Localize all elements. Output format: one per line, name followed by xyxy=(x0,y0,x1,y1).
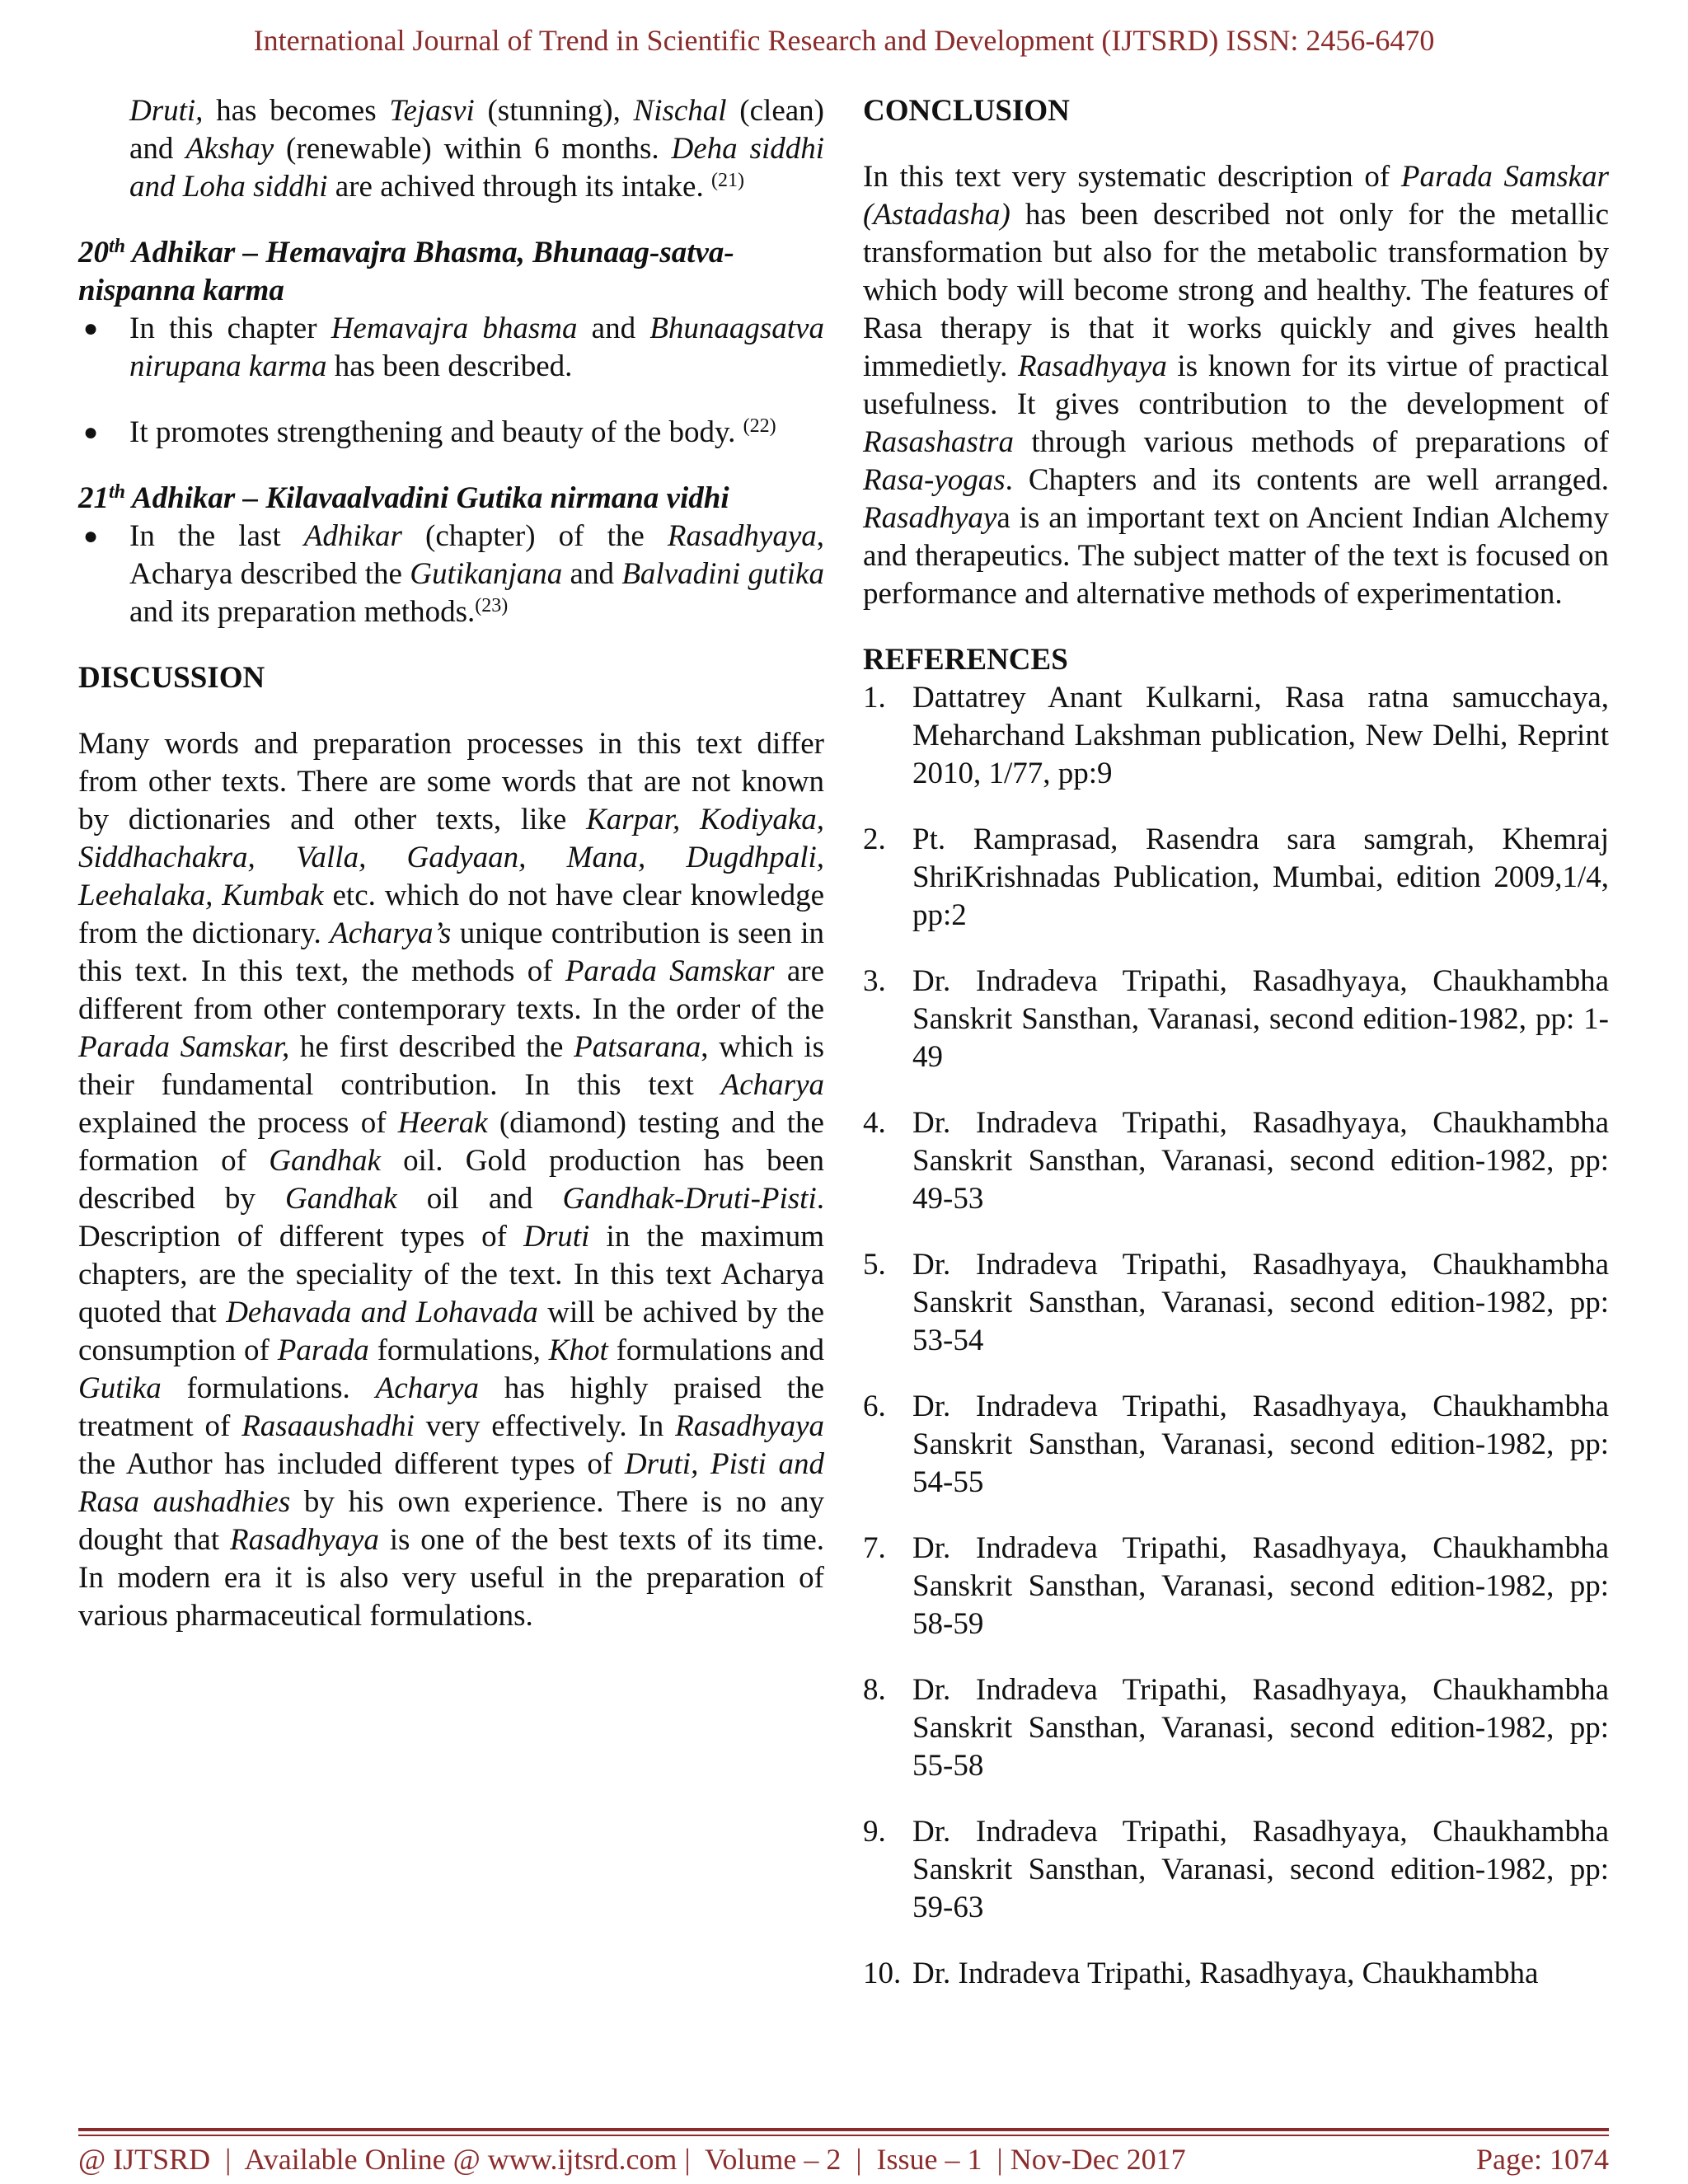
references-heading: REFERENCES xyxy=(863,643,1068,677)
discussion-heading: DISCUSSION xyxy=(78,661,265,695)
citation: (23) xyxy=(475,595,509,616)
journal-header: International Journal of Trend in Scientific Research and Development (IJTSRD) ISSN: 2456-6470 xyxy=(253,24,1435,57)
bullet-icon: ● xyxy=(83,419,99,446)
reference-item: 4. Dr. Indradeva Tripathi, Rasadhyaya, Chaukhambha Sanskrit Sansthan, Varanasi, second edition-1982, pp: 49-53 xyxy=(863,1106,1609,1216)
list-item: ● It promotes strengthening and beauty of the body. $^{(22)}$ xyxy=(78,414,824,452)
conclusion-heading: CONCLUSION xyxy=(863,94,1070,128)
reference-item: 9. Dr. Indradeva Tripathi, Rasadhyaya, Chaukhambha Sanskrit Sansthan, Varanasi, second edition-1982, pp: 59-63 xyxy=(863,1815,1609,1924)
reference-item: 5. Dr. Indradeva Tripathi, Rasadhyaya, Chaukhambha Sanskrit Sansthan, Varanasi, second edition-1982, pp: 53-54 xyxy=(863,1248,1609,1357)
list-item: ● In the last Adhikar (chapter) of the Rasadhyaya, Acharya described the Gutikanjana and Balvadini gutika and its preparation methods.$^{(23)}$ xyxy=(83,519,825,629)
right-column xyxy=(863,92,1609,1993)
page-footer xyxy=(78,2140,1609,2178)
reference-item: 2. Pt. Ramprasad, Rasendra sara samgrah, Khemraj ShriKrishnadas Publication, Mumbai, edition 2009,1/4, pp:2 xyxy=(863,823,1609,932)
list-item: ● In this chapter Hemavajra bhasma and Bhunaagsatva nirupana karma has been described. xyxy=(83,312,824,383)
references-list xyxy=(863,679,1609,1993)
reference-item: 3. Dr. Indradeva Tripathi, Rasadhyaya, Chaukhambha Sanskrit Sansthan, Varanasi, second edition-1982, pp: 1-49 xyxy=(863,964,1609,1074)
reference-item: 10. Dr. Indradeva Tripathi, Rasadhyaya, Chaukhambha xyxy=(863,1957,1539,1990)
reference-item: 8. Dr. Indradeva Tripathi, Rasadhyaya, Chaukhambha Sanskrit Sansthan, Varanasi, second edition-1982, pp: 55-58 xyxy=(863,1673,1609,1783)
reference-item: 7. Dr. Indradeva Tripathi, Rasadhyaya, Chaukhambha Sanskrit Sansthan, Varanasi, second edition-1982, pp: 58-59 xyxy=(863,1531,1609,1641)
section-20-heading: 20th Adhikar – Hemavajra Bhasma, Bhunaag-satva-nispanna karma xyxy=(78,236,734,307)
footer-rule-thin xyxy=(78,2135,1609,2136)
footer-info: @ IJTSRD | Available Online @ www.ijtsrd.com | Volume – 2 | Issue – 1 | Nov-Dec 2017 xyxy=(78,2143,1186,2176)
section-21-list xyxy=(78,518,824,631)
discussion-paragraph: Many words and preparation processes in this text differ from other texts. There are some words that are not known by dictionaries and other texts, like Karpar, Kodiyaka, Siddhachakra, Valla, Gadyaan, Mana, Dugdhpali, Leehalaka, Kumbak etc. which do not have clear knowledge from the dictionary. Acharya’s unique contribution is seen in this text. In this text, the methods of Parada Samskar are different from other contemporary texts. In the order of the Parada Samskar, he first described the Patsarana, which is their fundamental contribution. In this text Acharya explained the process of Heerak (diamond) testing and the formation of Gandhak oil. Gold production has been described by Gandhak oil and Gandhak-Druti-Pisti. Description of different types of Druti in the maximum chapters, are the speciality of the text. In this text Acharya quoted that Dehavada and Lohavada will be achived by the consumption of Parada formulations, Khot formulations and Gutika formulations. Acharya has highly praised the treatment of Rasaaushadhi very effectively. In Rasadhyaya the Author has included different types of Druti, Pisti and Rasa aushadhies by his own experience. There is no any dought that Rasadhyaya is one of the best texts of its time. In modern era it is also very useful in the preparation of various pharmaceutical formulations. xyxy=(78,727,825,1633)
footer-rule xyxy=(78,2128,1609,2131)
page-number: Page: 1074 xyxy=(1476,2143,1609,2176)
conclusion-paragraph: In this text very systematic description of Parada Samskar (Astadasha) has been described not only for the metallic transformation but also for the metabolic transformation by which body will become strong and healthy. The features of Rasa therapy is that it works quickly and gives health immedietly. Rasadhyaya is known for its virtue of practical usefulness. It gives contribution to the development of Rasashastra through various methods of preparations of Rasa-yogas. Chapters and its contents are well arranged. Rasadhyaya is an important text on Ancient Indian Alchemy and therapeutics. The subject matter of the text is focused on performance and alternative methods of experimentation. xyxy=(863,160,1609,611)
section-20-list xyxy=(78,310,824,452)
left-column xyxy=(78,92,824,1635)
section-21-heading: 21th Adhikar – Kilavaalvadini Gutika nirmana vidhi xyxy=(78,481,729,515)
continuation-paragraph: Druti, has becomes Tejasvi (stunning), Nischal (clean) and Akshay (renewable) within 6 months. Deha siddhi and Loha siddhi are achived through its intake. $^{(21)}$ xyxy=(129,94,824,204)
bullet-icon: ● xyxy=(83,523,99,550)
reference-item: 1. Dattatrey Anant Kulkarni, Rasa ratna samucchaya, Meharchand Lakshman publication, New Delhi, Reprint 2010, 1/77, pp:9 xyxy=(863,681,1609,790)
reference-item: 6. Dr. Indradeva Tripathi, Rasadhyaya, Chaukhambha Sanskrit Sansthan, Varanasi, second edition-1982, pp: 54-55 xyxy=(863,1390,1609,1499)
citation: (21) xyxy=(710,170,744,191)
citation: (22) xyxy=(743,415,776,437)
bullet-icon: ● xyxy=(83,315,99,342)
